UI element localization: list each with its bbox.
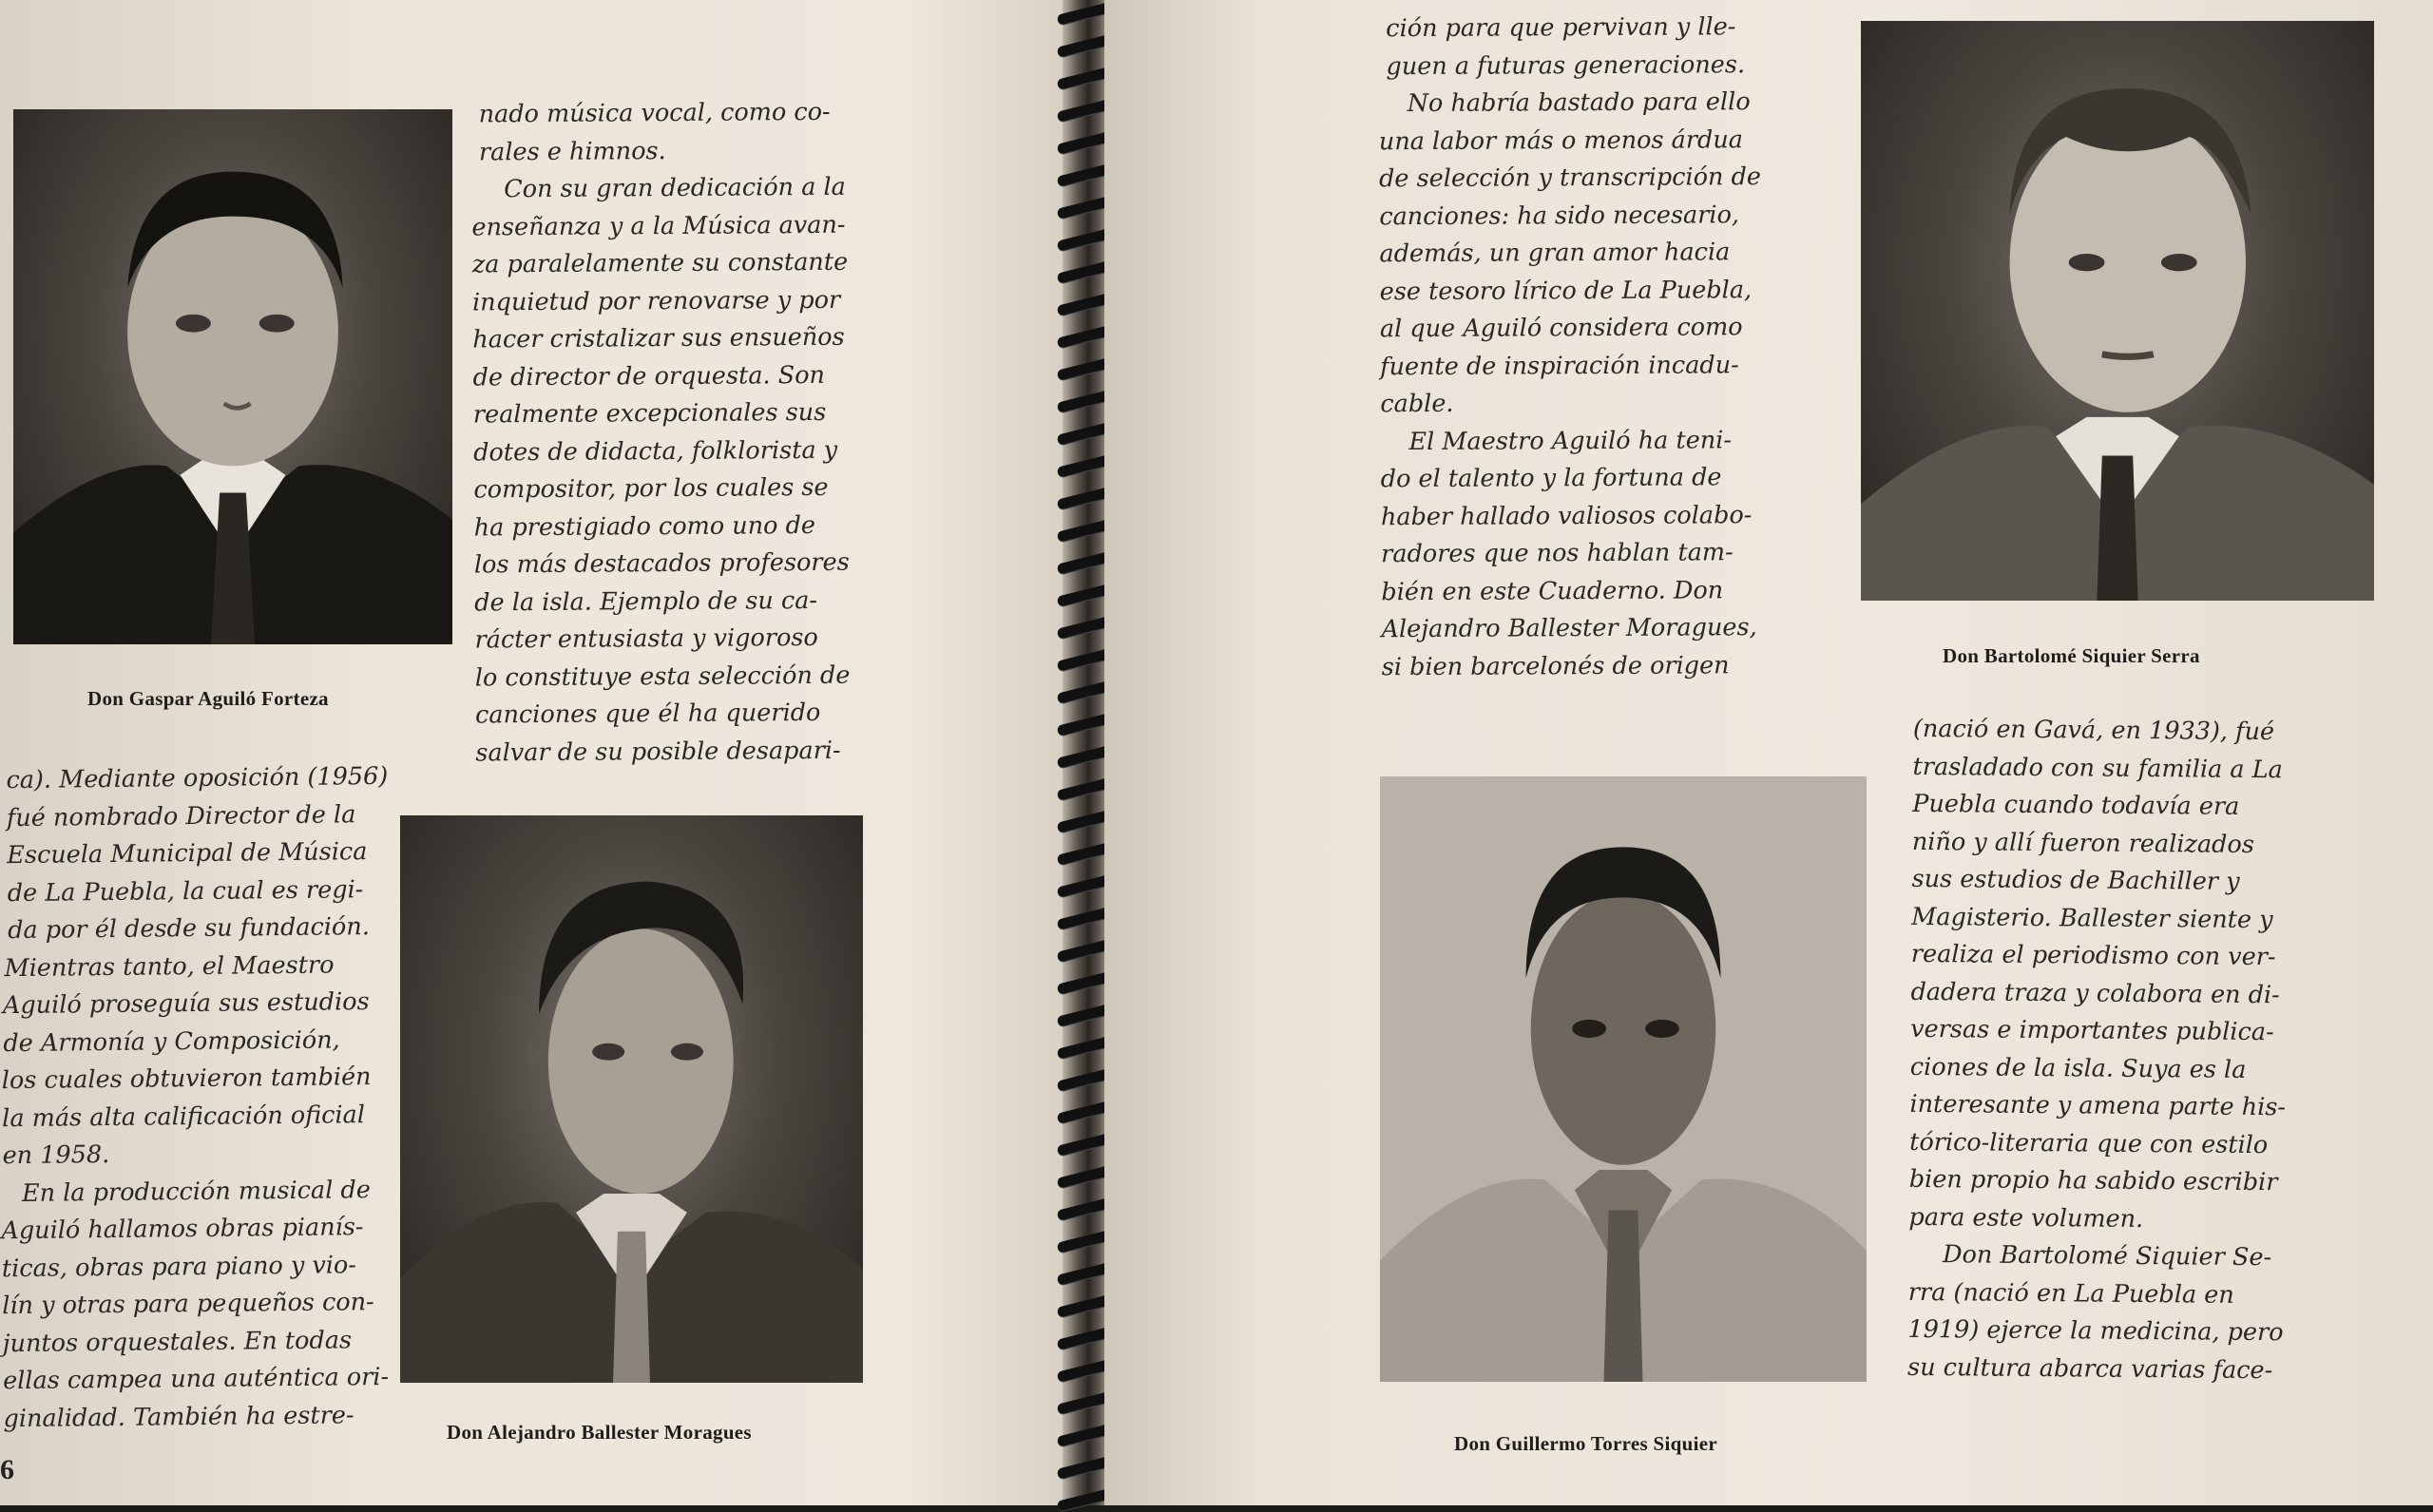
caption-gaspar-aguilo: Don Gaspar Aguiló Forteza — [87, 687, 329, 710]
text-line: al que Aguiló considera como — [1379, 313, 1743, 344]
text-line: lo constituye esta selección de — [474, 660, 851, 692]
text-line: canciones: ha sido necesario, — [1379, 200, 1740, 231]
text-line: una labor más o menos árdua — [1378, 124, 1744, 156]
text-line: los más destacados profesores — [473, 547, 850, 580]
text-line: 1919) ejerce la medicina, pero — [1907, 1314, 2284, 1348]
text-line: ca). Mediante oposición (1956) — [6, 761, 389, 795]
text-line: juntos orquestales. En todas — [2, 1325, 353, 1358]
text-line: lín y otras para pequeños con- — [2, 1288, 374, 1321]
text-line: de Armonía y Composición, — [3, 1024, 340, 1058]
text-line: bién en este Cuaderno. Don — [1381, 575, 1724, 606]
text-line: para este volumen. — [1908, 1202, 2144, 1234]
text-line: Puebla cuando todavía era — [1912, 789, 2240, 821]
text-line: realmente excepcionales sus — [472, 397, 827, 430]
text-line: da por él desde su fundación. — [7, 912, 371, 946]
text-line: hacer cristalizar sus ensueños — [472, 322, 845, 354]
text-line: inquietud por renovarse y por — [471, 285, 841, 316]
caption-alejandro-ballester: Don Alejandro Ballester Moragues — [447, 1421, 752, 1444]
text-column-left-top — [471, 94, 875, 773]
text-line: rales e himnos. — [478, 136, 666, 166]
text-line: los cuales obtuvieron también — [1, 1062, 372, 1096]
text-line: Mientras tanto, el Maestro — [4, 950, 335, 983]
text-line: haber hallado valiosos colabo- — [1380, 500, 1753, 531]
text-line: tórico-literaria que con estilo — [1909, 1127, 2269, 1159]
text-line: ciones de la isla. Suya es la — [1909, 1052, 2247, 1084]
text-line: El Maestro Aguiló ha teni- — [1408, 425, 1733, 456]
text-line: la más alta calificación oficial — [2, 1100, 366, 1133]
text-line: realiza el periodismo con ver- — [1910, 939, 2276, 972]
text-line: niño y allí fueron realizados — [1911, 827, 2254, 859]
text-column-right-top — [1378, 9, 1819, 686]
right-page — [1104, 0, 2433, 1505]
text-line: Con su gran dedicación a la — [504, 172, 846, 204]
text-line: ginalidad. También ha estre- — [3, 1400, 354, 1433]
text-line: interesante y amena parte his- — [1909, 1089, 2287, 1122]
text-line: radores que nos hablan tam- — [1381, 538, 1734, 569]
text-line: versas e importantes publica- — [1910, 1014, 2274, 1047]
text-line: fué nombrado Director de la — [6, 799, 356, 833]
text-line: en 1958. — [2, 1139, 110, 1171]
text-line: En la producción musical de — [21, 1175, 372, 1208]
portrait-gaspar-aguilo-forteza — [13, 109, 452, 644]
text-line: de la isla. Ejemplo de su ca- — [474, 585, 818, 617]
text-line: salvar de su posible desapari- — [475, 736, 841, 767]
text-line: Aguiló hallamos obras pianís- — [1, 1213, 364, 1246]
text-line: ticas, obras para piano y vio- — [1, 1250, 357, 1283]
text-line: bien propio ha sabido escribir — [1908, 1164, 2278, 1197]
text-line: Escuela Municipal de Música — [7, 837, 368, 871]
text-line: Magisterio. Ballester siente y — [1911, 902, 2273, 934]
text-line: cable. — [1380, 389, 1454, 419]
caption-bartolome-siquier: Don Bartolomé Siquier Serra — [1943, 644, 2200, 667]
text-line: canciones que él ha querido — [474, 698, 821, 730]
text-line: rra (nació en La Puebla en — [1907, 1277, 2234, 1310]
text-line: (nació en Gavá, en 1933), fué — [1912, 714, 2275, 747]
text-line: guen a futuras generaciones. — [1386, 49, 1746, 81]
text-column-right-bottom — [1907, 711, 2379, 1390]
text-line: si bien barcelonés de origen — [1381, 650, 1730, 681]
text-line: de selección y transcripción de — [1378, 163, 1762, 194]
text-line: ese tesoro lírico de La Puebla, — [1379, 275, 1753, 306]
text-line: además, un gran amor hacia — [1379, 238, 1731, 269]
page-number: 6 — [0, 1454, 14, 1485]
text-line: sus estudios de Bachiller y — [1911, 864, 2240, 896]
left-page — [0, 0, 1069, 1505]
text-line: rácter entusiasta y vigoroso — [474, 622, 818, 655]
text-line: de La Puebla, la cual es regi- — [7, 874, 364, 908]
text-line: fuente de inspiración incadu- — [1380, 350, 1739, 381]
text-line: enseñanza y a la Música avan- — [471, 210, 846, 241]
text-line: ellas campea una auténtica ori- — [2, 1362, 390, 1396]
text-line: nado música vocal, como co- — [478, 97, 831, 129]
text-line: do el talento y la fortuna de — [1380, 463, 1722, 494]
text-line: de director de orquesta. Son — [472, 360, 826, 392]
text-line: Alejandro Ballester Moragues, — [1381, 613, 1757, 644]
text-column-left-bottom — [0, 758, 403, 1438]
text-line: ción para que pervivan y lle- — [1386, 12, 1736, 44]
portrait-guillermo-torres-siquier — [1380, 776, 1867, 1382]
text-line: compositor, por los cuales se — [473, 472, 829, 505]
portrait-alejandro-ballester-moragues — [400, 815, 863, 1383]
caption-guillermo-torres: Don Guillermo Torres Siquier — [1454, 1432, 1717, 1455]
text-line: dotes de didacta, folklorista y — [473, 435, 838, 467]
text-line: Aguiló proseguía sus estudios — [2, 987, 370, 1021]
text-line: za paralelamente su constante — [471, 247, 849, 279]
text-line: Don Bartolomé Siquier Se- — [1942, 1240, 2272, 1273]
text-line: No habría bastado para ello — [1407, 87, 1751, 119]
text-line: trasladado con su familia a La — [1912, 752, 2283, 784]
portrait-bartolome-siquier-serra — [1861, 21, 2374, 601]
text-line: ha prestigiado como uno de — [473, 510, 816, 542]
text-line: dadera traza y colabora en di- — [1910, 977, 2280, 1009]
text-line: su cultura abarca varias face- — [1906, 1352, 2273, 1385]
